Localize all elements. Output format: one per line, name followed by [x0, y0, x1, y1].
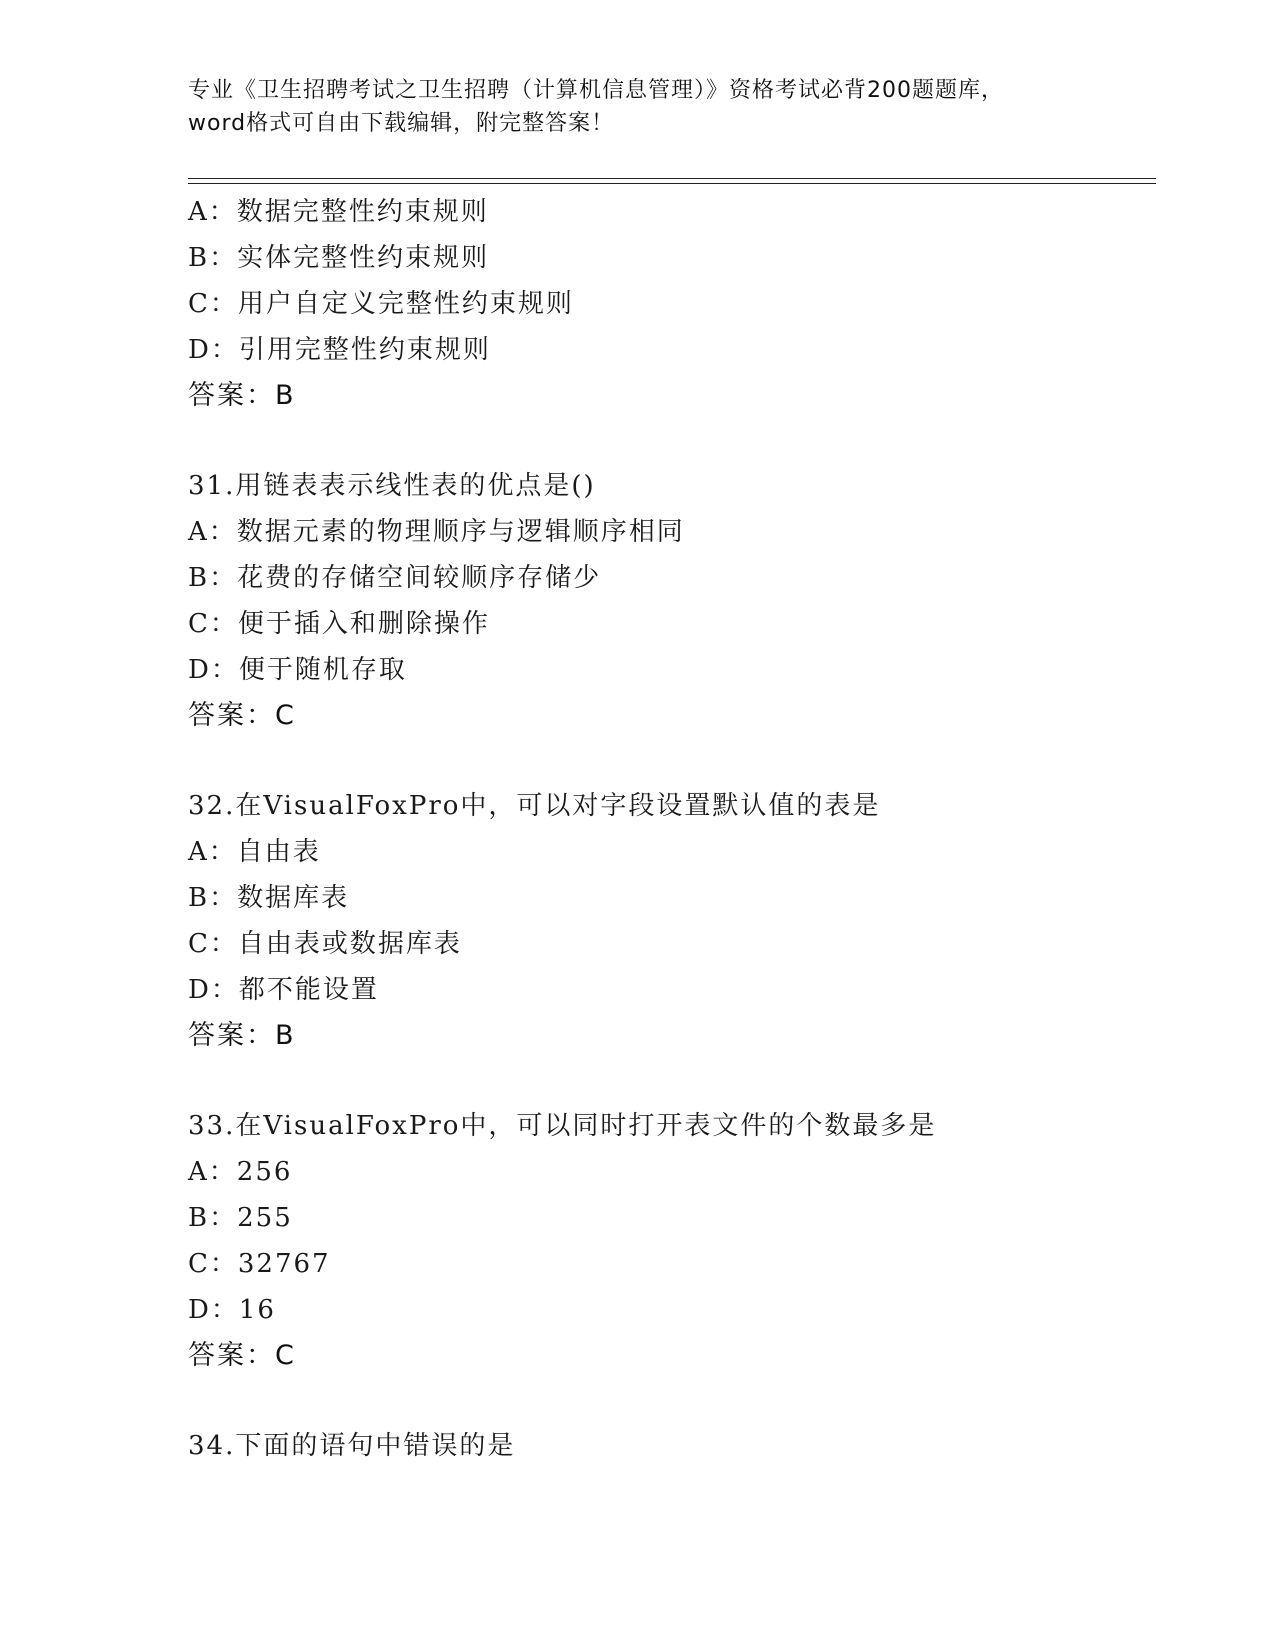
answer-line: 答案：B	[188, 380, 296, 411]
option-a: A：自由表	[188, 837, 321, 867]
option-b: B：花费的存储空间较顺序存储少	[188, 563, 602, 593]
option-c: C：32767	[188, 1249, 331, 1279]
option-a: A：256	[188, 1157, 293, 1187]
header-title-line-2: word格式可自由下载编辑，附完整答案！	[188, 111, 615, 136]
answer-line: 答案：C	[188, 1340, 296, 1371]
answer-line: 答案：B	[188, 1020, 296, 1051]
question-block	[188, 189, 1156, 419]
option-c: C：用户自定义完整性约束规则	[188, 289, 574, 319]
option-d: D：便于随机存取	[188, 655, 407, 685]
option-b: B：实体完整性约束规则	[188, 243, 490, 273]
option-d: D：引用完整性约束规则	[188, 335, 491, 365]
header-divider-top	[188, 178, 1156, 179]
question-block	[188, 1423, 1156, 1469]
header-title-line-1: 专业《卫生招聘考试之卫生招聘（计算机信息管理）》资格考试必背200题题库，	[188, 78, 1004, 103]
option-b: B：数据库表	[188, 883, 350, 913]
option-a: A：数据完整性约束规则	[188, 197, 489, 227]
header-divider-bottom	[188, 183, 1156, 184]
question-stem: 32.在VisualFoxPro中，可以对字段设置默认值的表是	[188, 791, 881, 821]
question-stem: 33.在VisualFoxPro中，可以同时打开表文件的个数最多是	[188, 1111, 937, 1141]
option-c: C：便于插入和删除操作	[188, 609, 490, 639]
question-stem: 34.下面的语句中错误的是	[188, 1431, 516, 1461]
option-b: B：255	[188, 1203, 293, 1233]
document-header	[188, 74, 1088, 140]
question-list	[188, 189, 1156, 1469]
question-block	[188, 1103, 1156, 1379]
answer-line: 答案：C	[188, 700, 296, 731]
question-stem: 31.用链表表示线性表的优点是()	[188, 471, 596, 501]
option-c: C：自由表或数据库表	[188, 929, 462, 959]
question-block	[188, 783, 1156, 1059]
question-block	[188, 463, 1156, 739]
option-a: A：数据元素的物理顺序与逻辑顺序相同	[188, 517, 685, 547]
option-d: D：都不能设置	[188, 975, 379, 1005]
option-d: D：16	[188, 1295, 276, 1325]
